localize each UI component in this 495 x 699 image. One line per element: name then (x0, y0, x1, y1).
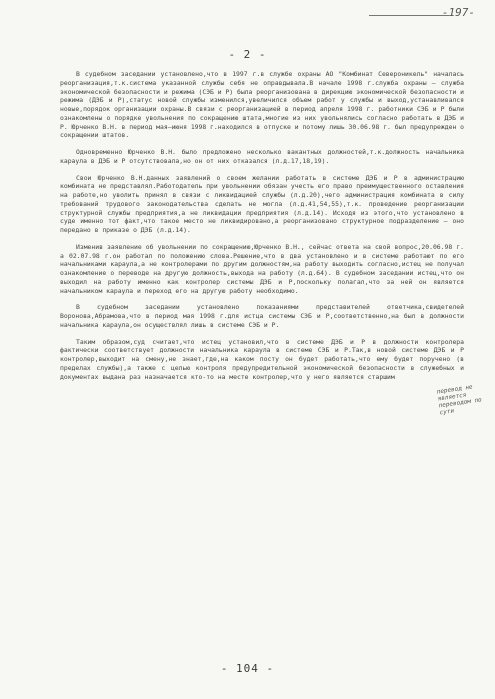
paragraph: Таким образом,суд считает,что истец установил,что в системе ДЭБ и Р в должности контролера фактически соответствует должности начальника караула в системе СЭБ и Р.Так,в новой системе ДЭБ и Р контролер,выходит на смену,не знает,где,на каком посту он будет работать,что ему будет поручено (в пределах службы),а также с целью контроля предупредительной экономической безопасности в служебных и документах выдана раз назначается кто-то на месте контролер,что у него является старшим (60, 337, 464, 381)
archive-page-number: -197- (441, 6, 475, 19)
footer-page-number: - 104 - (220, 662, 275, 675)
page-number: - 2 - (228, 48, 267, 61)
paragraph: Изменив заявление об увольнении по сокращению,Юрченко В.Н., сейчас ответа на свой вопрос,20.06.98 г. а 02.07.98 г.он работал по положению слова.Решение,что в два установлено и в системе работают по его начальниками караула,а не контролерами по другим должностям,на работу выходить согласно,истец не получал ознакомление о переводе на другую должность,выхода на работу (л.д.64). В судебном заседании истец,что он выходил на работу именно как контролер системы ДЭБ и Р,поскольку полагал,что за ней он является начальником караула и переход его на другую работу необходимо. (60, 242, 464, 295)
paragraph: В судебном заседании установлено показаниями представителей ответчика,свидетелей Воронова,Абрамова,что в период мая 1998 г.для истца системы СЭБ и Р,соответственно,на был в должности начальника караула,он осуществлял лишь в системе СЭБ и Р. (60, 303, 464, 329)
paragraph: Свои Юрченко В.Н.данных заявлений о своем желании работать в системе ДЭБ и Р в администрацию комбината не представлял.Работодатель при увольнении обязан учесть его право преимущественного оставления на работе,но уволить принял в связи с ликвидацией службы (л.д.20),чего администрация комбината в силу требований трудового законодательства сделать не могла (л.д.41,54,55),т.к. проведение реорганизации структурной службы предприятия,а не ликвидации предприятия (л.д.14). Исходя из этого,что установлено в суде именно тот факт,что такое место не ликвидировано,а реорганизовано структурное подразделение – оно передано в приказе о ДЭБ (л.д.14). (60, 173, 464, 234)
paragraph: В судебном заседании установлено,что в 1997 г.в службе охраны АО "Комбинат Североникель" началась реорганизация,т.к.система указанной службы себя не оправдывала.В начале 1998 г.служба охраны – служба экономической безопасности и режима (СЭБ и Р) была реорганизована в дирекцию экономической безопасности и режима (ДЭБ и Р),статус новой службы изменился,увеличился объем работ у службы и выход,устанавливался новые,порядок организации охраны.В связи с реорганизацией в период апреля 1998 г. работники СЭБ и Р были ознакомлены о порядке увольнения по сокращению штата,многие из них увольнялись согласно работать в ДЭБ и Р. Юрченко В.Н. в период мая–июня 1998 г.находился в отпуске и потому лишь 30.06.98 г. был предупрежден о сокращении штатов. (60, 70, 464, 140)
document-body (60, 70, 464, 389)
handwritten-margin-note: перевод не является переводом по сути (436, 383, 483, 417)
corner-underline (369, 15, 449, 16)
paragraph: Одновременно Юрченко В.Н. было предложено несколько вакантных должностей,т.к.должность начальника караула в ДЭБ и Р отсутствовала,но он от них отказался (л.д.17,18,19). (60, 148, 464, 165)
